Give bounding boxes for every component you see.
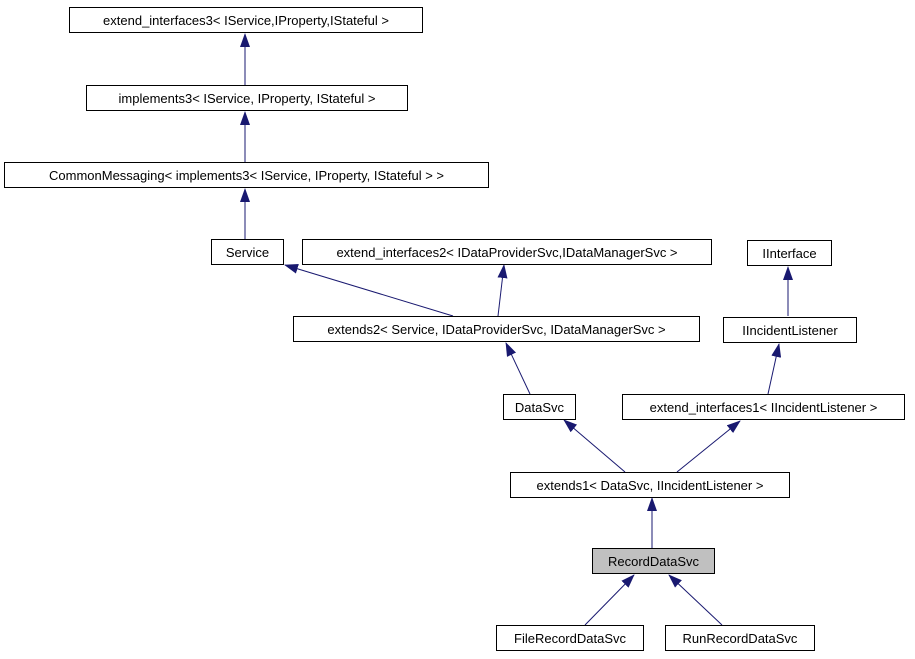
edge-datasvc-to-extends2 bbox=[506, 343, 530, 394]
node-service[interactable]: Service bbox=[211, 239, 284, 265]
node-implements3[interactable]: implements3< IService, IProperty, IStateful > bbox=[86, 85, 408, 111]
edge-extends2-to-extend_interfaces2 bbox=[498, 265, 504, 316]
edge-extends2-to-service bbox=[285, 265, 453, 316]
edge-runrecorddatasvc-to-recorddatasvc bbox=[669, 575, 722, 625]
node-iinterface[interactable]: IInterface bbox=[747, 240, 832, 266]
node-filerecorddatasvc[interactable]: FileRecordDataSvc bbox=[496, 625, 644, 651]
edge-filerecorddatasvc-to-recorddatasvc bbox=[585, 575, 634, 625]
edge-extends1-to-datasvc bbox=[564, 420, 625, 472]
node-extends2[interactable]: extends2< Service, IDataProviderSvc, IDataManagerSvc > bbox=[293, 316, 700, 342]
node-commonmessaging[interactable]: CommonMessaging< implements3< IService, IProperty, IStateful > > bbox=[4, 162, 489, 188]
node-recorddatasvc-selected: RecordDataSvc bbox=[592, 548, 715, 574]
node-extend_interfaces1[interactable]: extend_interfaces1< IIncidentListener > bbox=[622, 394, 905, 420]
node-runrecorddatasvc[interactable]: RunRecordDataSvc bbox=[665, 625, 815, 651]
node-iincidentlistener[interactable]: IIncidentListener bbox=[723, 317, 857, 343]
node-extend_interfaces3[interactable]: extend_interfaces3< IService,IProperty,IStateful > bbox=[69, 7, 423, 33]
edge-extend_interfaces1-to-iincidentlistener bbox=[768, 344, 779, 394]
node-extend_interfaces2[interactable]: extend_interfaces2< IDataProviderSvc,IDataManagerSvc > bbox=[302, 239, 712, 265]
node-datasvc[interactable]: DataSvc bbox=[503, 394, 576, 420]
edge-extends1-to-extend_interfaces1 bbox=[677, 421, 740, 472]
node-extends1[interactable]: extends1< DataSvc, IIncidentListener > bbox=[510, 472, 790, 498]
